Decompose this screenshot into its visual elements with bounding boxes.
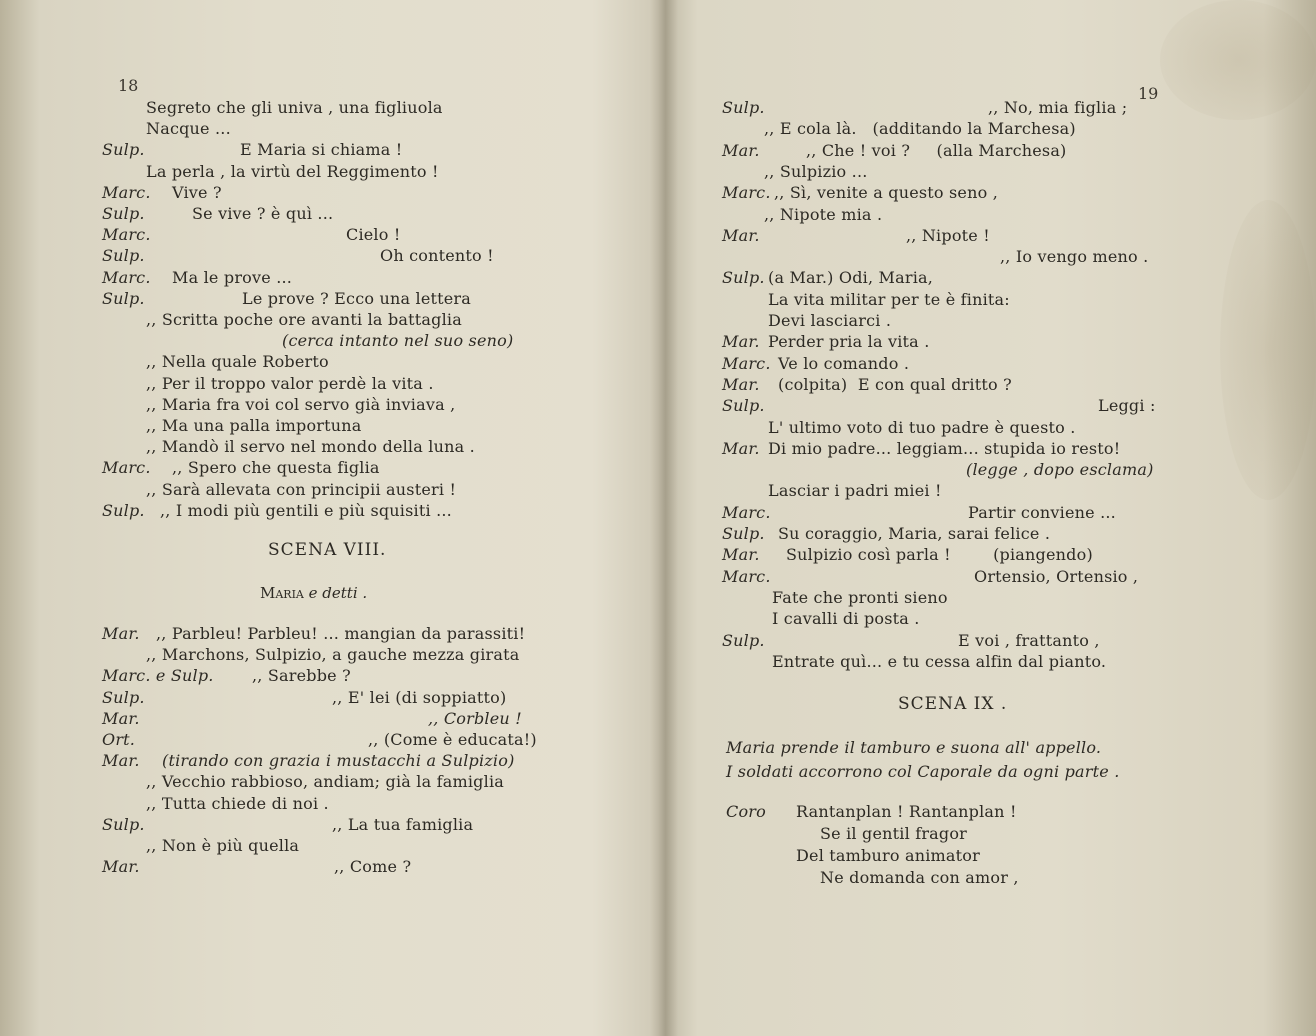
stage-direction: I soldati accorrono col Caporale da ogni parte . bbox=[726, 762, 1120, 781]
dialogue-line: Oh contento ! bbox=[380, 246, 494, 266]
dialogue-line: Ve lo comando . bbox=[778, 353, 910, 373]
page-number: 19 bbox=[1138, 84, 1159, 103]
dialogue-line: ,, Tutta chiede di noi . bbox=[146, 793, 329, 813]
dialogue-line: ,, Sarebbe ? bbox=[252, 666, 351, 686]
dialogue-line: ,, Parbleu! Parbleu! ... mangian da parassiti! bbox=[156, 624, 526, 643]
dialogue-line: ,, Ma una palla importuna bbox=[146, 416, 362, 435]
speaker-label: Sulp. bbox=[722, 268, 765, 288]
dialogue-line: Su coraggio, Maria, sarai felice . bbox=[778, 524, 1051, 543]
speaker-label: Mar. bbox=[102, 708, 140, 728]
dialogue-line: Di mio padre... leggiam... stupida io resto! bbox=[768, 438, 1121, 458]
dialogue-line: Entrate quì... e tu cessa alfin dal pianto. bbox=[772, 651, 1107, 671]
dialogue-line: ,, (Come è educata!) bbox=[368, 730, 537, 749]
dialogue-line: La vita militar per te è finita: bbox=[768, 289, 1010, 309]
dialogue-line: ,, Che ! voi ? (alla Marchesa) bbox=[806, 140, 1067, 160]
dialogue-line: Sulpizio così parla ! (piangendo) bbox=[786, 545, 1093, 565]
speaker-label: Mar. bbox=[722, 225, 760, 245]
dialogue-line: Perder pria la vita . bbox=[768, 332, 930, 352]
dialogue-line: ,, Nipote mia . bbox=[764, 204, 883, 224]
dialogue-line: L' ultimo voto di tuo padre è questo . bbox=[768, 417, 1076, 437]
dialogue-line: Ortensio, Ortensio , bbox=[974, 566, 1139, 586]
speaker-label: Marc. bbox=[102, 458, 151, 478]
speaker-label: Sulp. bbox=[102, 288, 145, 308]
dialogue-line: ,, Come ? bbox=[334, 857, 412, 877]
speaker-label: Mar. bbox=[722, 374, 760, 394]
dialogue-line: ,, Marchons, Sulpizio, a gauche mezza girata bbox=[146, 645, 520, 665]
speaker-label: Sulp. bbox=[102, 140, 145, 160]
speaker-label: Marc. bbox=[722, 566, 771, 586]
speaker-label: Marc. bbox=[102, 267, 151, 287]
speaker-label: Mar. bbox=[722, 332, 760, 352]
chorus-line: Se il gentil fragor bbox=[820, 824, 968, 843]
dialogue-line: ,, Mandò il servo nel mondo della luna . bbox=[146, 437, 475, 457]
speaker-label: Sulp. bbox=[722, 630, 765, 650]
dialogue-line: ,, Per il troppo valor perdè la vita . bbox=[146, 373, 434, 393]
speaker-label: Marc. e Sulp. bbox=[102, 666, 214, 686]
dialogue-line: Cielo ! bbox=[346, 225, 401, 245]
dialogue-line: E Maria si chiama ! bbox=[240, 140, 403, 160]
speaker-label: Marc. bbox=[102, 182, 151, 202]
dialogue-line: ,, No, mia figlia ; bbox=[988, 98, 1128, 117]
scene-characters-rest: e detti . bbox=[308, 584, 368, 602]
dialogue-line: ,, Sulpizio ... bbox=[764, 161, 868, 181]
character-name: Maria bbox=[260, 584, 304, 602]
speaker-label: Mar. bbox=[102, 624, 140, 643]
dialogue-line: (tirando con grazia i mustacchi a Sulpizio) bbox=[162, 751, 515, 771]
speaker-label: Sulp. bbox=[722, 396, 765, 416]
dialogue-line: ,, La tua famiglia bbox=[332, 814, 474, 834]
dialogue-line: ,, Spero che questa figlia bbox=[172, 458, 380, 478]
dialogue-line: (legge , dopo esclama) bbox=[966, 460, 1154, 480]
speaker-label: Marc. bbox=[722, 502, 771, 522]
dialogue-line: ,, Corbleu ! bbox=[428, 708, 522, 728]
dialogue-line: ,, Sarà allevata con principii austeri ! bbox=[146, 479, 457, 499]
dialogue-line: ,, Scritta poche ore avanti la battaglia bbox=[146, 310, 462, 329]
speaker-label: Sulp. bbox=[102, 204, 145, 223]
dialogue-line: (colpita) E con qual dritto ? bbox=[778, 374, 1012, 394]
dialogue-line: ,, Nella quale Roberto bbox=[146, 352, 329, 372]
dialogue-line: (a Mar.) Odi, Maria, bbox=[768, 268, 934, 288]
dialogue-line: ,, Io vengo meno . bbox=[1000, 247, 1149, 267]
speaker-label: Mar. bbox=[102, 857, 140, 877]
dialogue-line: Partir conviene ... bbox=[968, 502, 1116, 522]
dialogue-line: (cerca intanto nel suo seno) bbox=[282, 331, 514, 351]
chorus-speaker: Coro bbox=[726, 802, 766, 821]
dialogue-line: ,, Nipote ! bbox=[906, 225, 990, 245]
dialogue-line: I cavalli di posta . bbox=[772, 609, 920, 629]
speaker-label: Sulp. bbox=[102, 246, 145, 266]
speaker-label: Sulp. bbox=[722, 98, 765, 117]
speaker-label: Mar. bbox=[722, 545, 760, 565]
dialogue-line: Vive ? bbox=[172, 182, 222, 202]
dialogue-line: Se vive ? è quì ... bbox=[192, 204, 334, 223]
page-number: 18 bbox=[118, 76, 139, 95]
speaker-label: Sulp. bbox=[102, 500, 145, 520]
dialogue-line: Fate che pronti sieno bbox=[772, 587, 948, 607]
speaker-label: Mar. bbox=[722, 140, 760, 160]
speaker-label: Marc. bbox=[722, 353, 771, 373]
speaker-label: Marc. bbox=[722, 183, 771, 203]
scene-heading: SCENA IX . bbox=[898, 694, 1008, 714]
speaker-label: Marc. bbox=[102, 225, 151, 245]
dialogue-line: Leggi : bbox=[1098, 396, 1156, 416]
dialogue-line: E voi , frattanto , bbox=[958, 630, 1100, 650]
dialogue-line: Devi lasciarci . bbox=[768, 311, 892, 330]
speaker-label: Sulp. bbox=[102, 814, 145, 834]
speaker-label: Mar. bbox=[722, 438, 760, 458]
chorus-line: Ne domanda con amor , bbox=[820, 868, 1019, 887]
dialogue-line: ,, Non è più quella bbox=[146, 836, 300, 855]
dialogue-line: ,, Sì, venite a questo seno , bbox=[774, 183, 999, 203]
dialogue-line: ,, I modi più gentili e più squisiti ... bbox=[160, 500, 452, 520]
dialogue-line: ,, Vecchio rabbioso, andiam; già la famiglia bbox=[146, 772, 504, 792]
chorus-line: Rantanplan ! Rantanplan ! bbox=[796, 802, 1017, 821]
dialogue-line: Lasciar i padri miei ! bbox=[768, 481, 942, 501]
chorus-line: Del tamburo animator bbox=[796, 846, 980, 865]
dialogue-line: Le prove ? Ecco una lettera bbox=[242, 288, 472, 308]
dialogue-line: ,, E cola là. (additando la Marchesa) bbox=[764, 119, 1076, 139]
speaker-label: Ort. bbox=[102, 730, 136, 749]
dialogue-line: ,, Maria fra voi col servo già inviava , bbox=[146, 394, 456, 414]
dialogue-line: Ma le prove ... bbox=[172, 267, 293, 287]
speaker-label: Mar. bbox=[102, 751, 140, 771]
scene-characters bbox=[260, 584, 367, 602]
dialogue-line: Segreto che gli univa , una figliuola bbox=[146, 98, 443, 117]
stage-direction: Maria prende il tamburo e suona all' appello. bbox=[726, 738, 1102, 757]
speaker-label: Sulp. bbox=[722, 524, 765, 543]
dialogue-line: Nacque ... bbox=[146, 119, 231, 139]
dialogue-line: ,, E' lei (di soppiatto) bbox=[332, 687, 507, 707]
speaker-label: Sulp. bbox=[102, 687, 145, 707]
dialogue-line: La perla , la virtù del Reggimento ! bbox=[146, 161, 439, 181]
scene-heading: SCENA VIII. bbox=[268, 540, 387, 560]
